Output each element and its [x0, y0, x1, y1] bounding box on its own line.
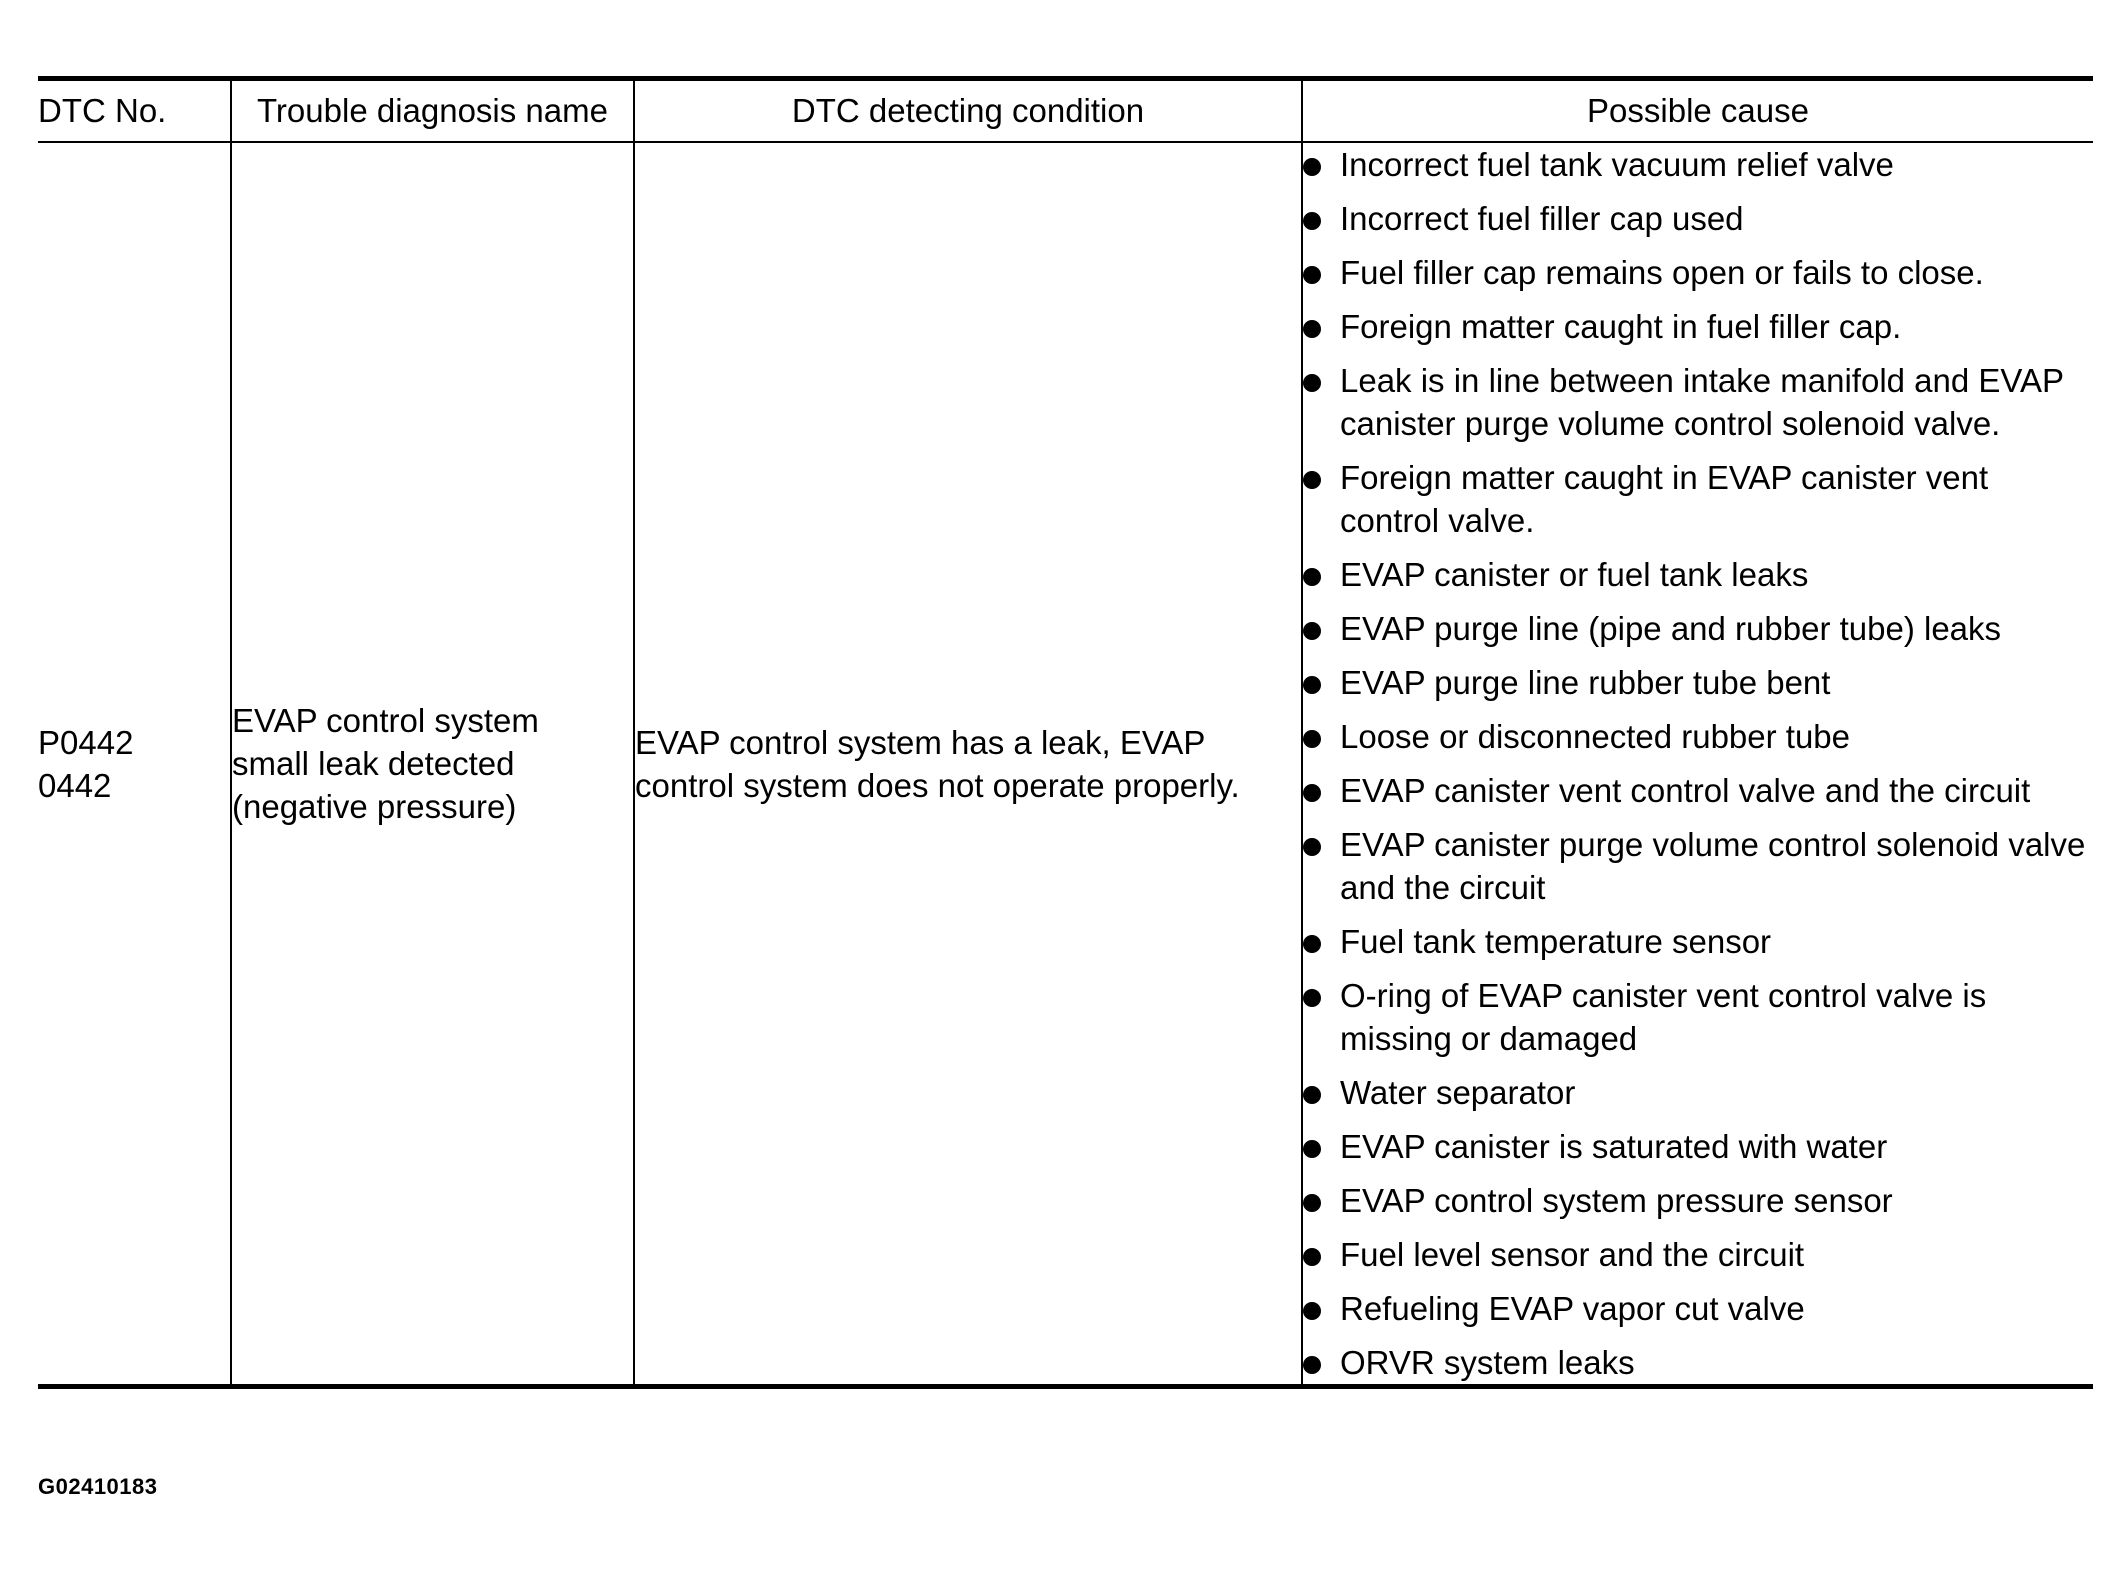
list-item: Incorrect fuel filler cap used [1303, 197, 2093, 240]
list-item: Loose or disconnected rubber tube [1303, 715, 2093, 758]
list-item: O-ring of EVAP canister vent control valve is missing or damaged [1303, 974, 2093, 1060]
list-item: Water separator [1303, 1071, 2093, 1114]
figure-id: G02410183 [38, 1474, 158, 1499]
header-possible-cause: Possible cause [1302, 79, 2093, 143]
list-item: Leak is in line between intake manifold and EVAP canister purge volume control solenoid valve. [1303, 359, 2093, 445]
table-row [38, 142, 2093, 1387]
diagnosis-name-cell [231, 142, 634, 1387]
list-item: Incorrect fuel tank vacuum relief valve [1303, 143, 2093, 186]
list-item: EVAP canister is saturated with water [1303, 1125, 2093, 1168]
dtc-code: P0442 [38, 723, 134, 761]
list-item: EVAP canister or fuel tank leaks [1303, 553, 2093, 596]
list-item: EVAP purge line rubber tube bent [1303, 661, 2093, 704]
list-item: ORVR system leaks [1303, 1341, 2093, 1384]
diagnosis-name-line: (negative pressure) [232, 788, 517, 825]
header-dtc-no: DTC No. [38, 79, 231, 143]
diagnosis-name-line: EVAP control system [232, 702, 539, 739]
header-trouble-diagnosis-name: Trouble diagnosis name [231, 79, 634, 143]
list-item: Foreign matter caught in EVAP canister vent control valve. [1303, 456, 2093, 542]
dtc-table [38, 76, 2093, 1389]
list-item: Foreign matter caught in fuel filler cap. [1303, 305, 2093, 348]
list-item: EVAP canister purge volume control solenoid valve and the circuit [1303, 823, 2093, 909]
list-item: Refueling EVAP vapor cut valve [1303, 1287, 2093, 1330]
diagnosis-name-line: small leak detected [232, 745, 515, 782]
dtc-no-cell [38, 142, 231, 1387]
list-item: Fuel filler cap remains open or fails to close. [1303, 251, 2093, 294]
header-dtc-detecting-condition: DTC detecting condition [634, 79, 1302, 143]
condition-line: EVAP control system has a leak, EVAP [635, 723, 1206, 761]
detecting-condition-cell [634, 142, 1302, 1387]
header-row [38, 79, 2093, 143]
list-item: EVAP purge line (pipe and rubber tube) leaks [1303, 607, 2093, 650]
dtc-code: 0442 [38, 766, 112, 804]
list-item: Fuel level sensor and the circuit [1303, 1233, 2093, 1276]
possible-cause-cell [1302, 142, 2093, 1387]
list-item: Fuel tank temperature sensor [1303, 920, 2093, 963]
list-item: EVAP control system pressure sensor [1303, 1179, 2093, 1222]
possible-cause-list [1303, 143, 2093, 1384]
list-item: EVAP canister vent control valve and the circuit [1303, 769, 2093, 812]
condition-line: control system does not operate properly. [635, 766, 1240, 804]
dtc-table-sheet [38, 76, 2093, 1389]
